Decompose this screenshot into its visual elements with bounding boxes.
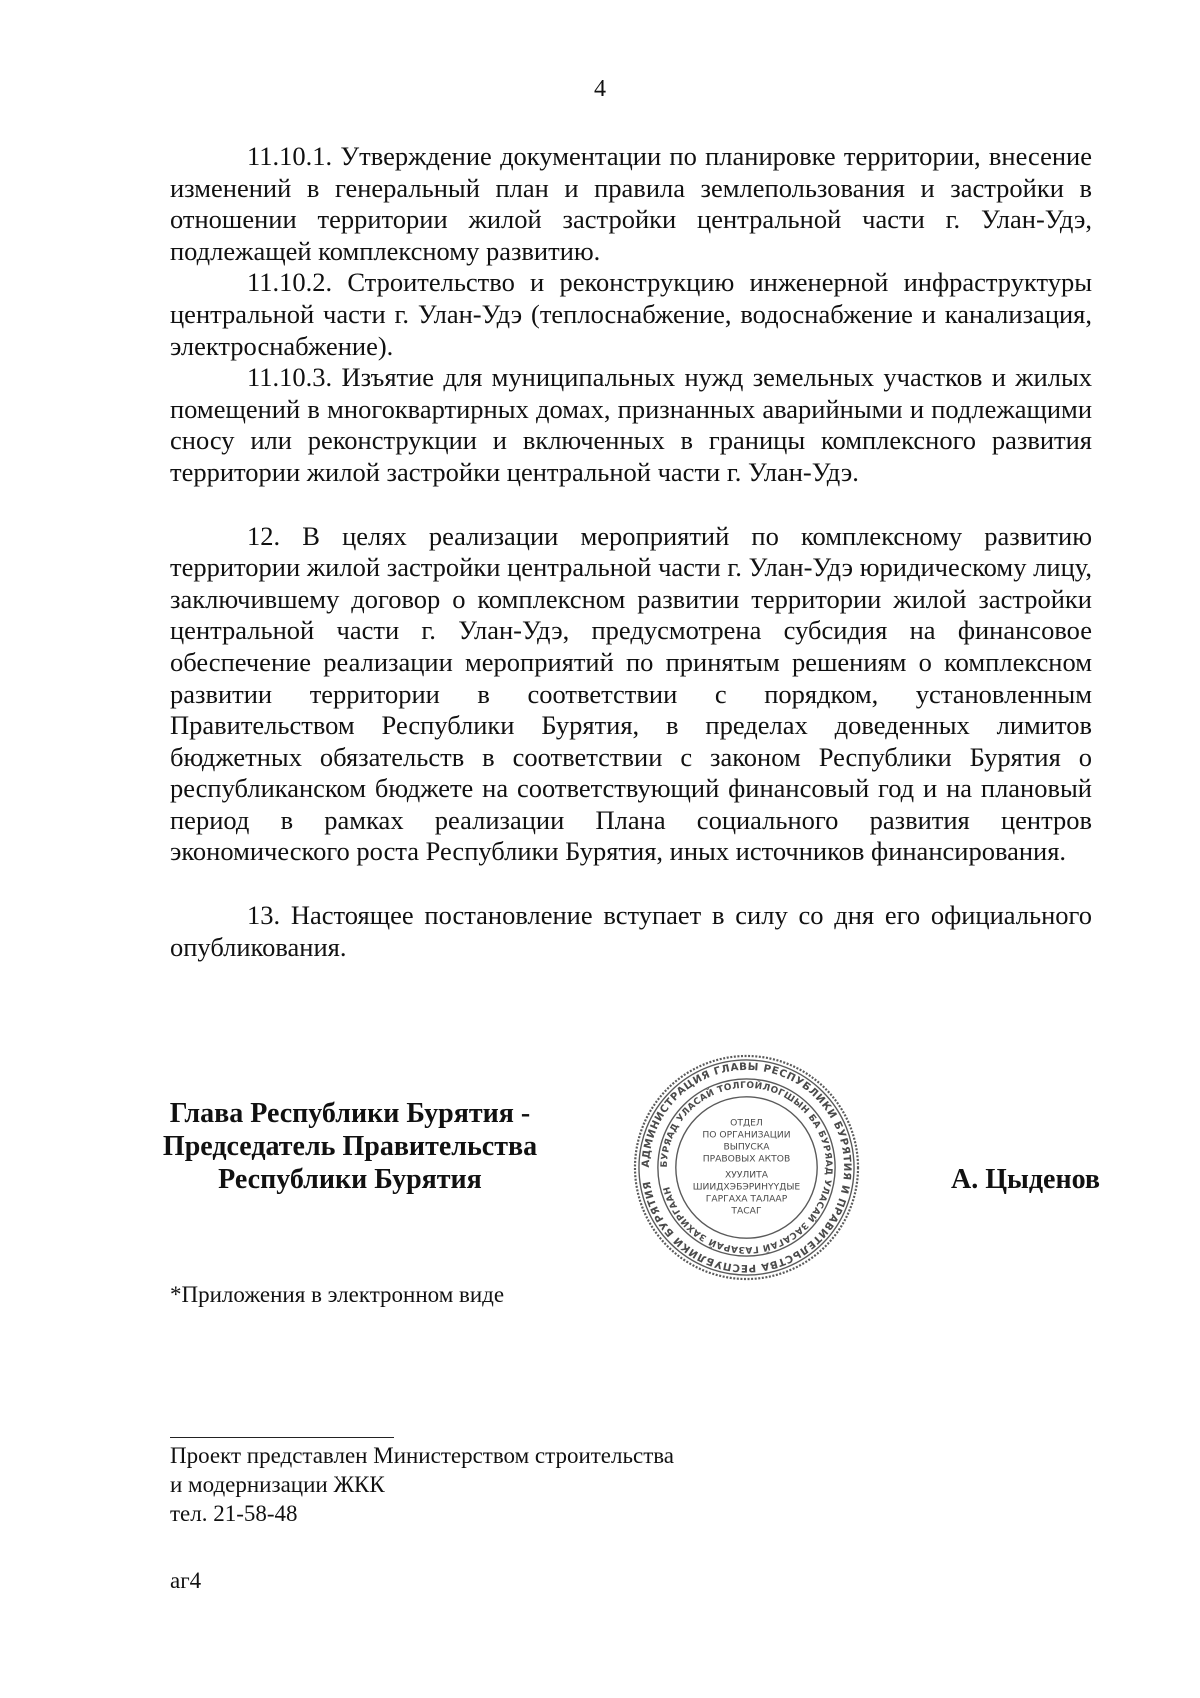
signatory-name: А. Цыденов [950, 1164, 1100, 1195]
footnote-divider [170, 1437, 394, 1438]
svg-text:БУРЯАД УЛАСАЙ ТОЛГОЙЛОГШЫН БА [660, 1079, 833, 1254]
seal-center-line: ПРАВОВЫХ АКТОВ [702, 1153, 791, 1165]
svg-text:АДМИНИСТРАЦИЯ ГЛАВЫ РЕСПУБЛИКИ [640, 1061, 853, 1274]
document-body [170, 141, 1092, 963]
seal-inner-text: БУРЯАД УЛАСАЙ ТОЛГОЙЛОГШЫН БА БУРЯАД УЛАСАЙ ЗАСАГАЙ ГАЗАРАЙ ЗАХИРГААН [659, 1080, 834, 1255]
seal-center-line: ВЫПУСКА [723, 1141, 770, 1153]
footnote [170, 1441, 674, 1528]
document-code: аг4 [170, 1568, 202, 1593]
signatory-title-line: Председатель Правительства [162, 1131, 538, 1162]
paragraph-12: 12. В целях реализации мероприятий по комплексному развитию территории жилой застройки центральной части г. Улан-Удэ юридическому лицу, заключившему договор о комплексном развитии территории жилой застройки центральной части г. Улан-Удэ, предусмотрена субсидия на финансовое обеспечение реализации мероприятий по принятым решениям о комплексном развитии территории в соответствии с порядком, установленным Правительством Республики Бурятия, в пределах доведенных лимитов бюджетных обязательств в соответствии с законом Республики Бурятия о республиканском бюджете на соответствующий финансовый год и на плановый период в рамках реализации Плана социального развития центров экономического роста Республики Бурятия, иных источников финансирования. [170, 520, 1092, 867]
appendix-note: *Приложения в электронном виде [170, 1282, 505, 1307]
footnote-line: тел. 21-58-48 [170, 1501, 298, 1526]
footnote-line: и модернизации ЖКК [170, 1472, 385, 1497]
seal-center-line: ГАРГАХА ТАЛААР [705, 1193, 788, 1205]
paragraph-13: 13. Настоящее постановление вступает в силу со дня его официального опубликования. [170, 900, 1092, 962]
signatory-title-line: Глава Республики Бурятия - [169, 1098, 531, 1129]
seal-outer-text: АДМИНИСТРАЦИЯ ГЛАВЫ РЕСПУБЛИКИ БУРЯТИЯ И ПРАВИТЕЛЬСТВА РЕСПУБЛИКИ БУРЯТИЯ [639, 1060, 854, 1275]
signatory-title [150, 1097, 550, 1196]
paragraph-11-10-3: 11.10.3. Изъятие для муниципальных нужд земельных участков и жилых помещений в многоквартирных домах, признанных аварийными и подлежащими сносу или реконструкции и включенных в границы комплексного развития территории жилой застройки центральной части г. Улан-Удэ. [170, 362, 1092, 487]
signatory-title-line: Республики Бурятия [218, 1164, 482, 1195]
seal-center-line: ХУУЛИТА [724, 1169, 769, 1181]
official-seal [632, 1053, 861, 1282]
seal-center-line: ОТДЕЛ [730, 1117, 763, 1129]
seal-center-line: ТАСАГ [731, 1205, 762, 1217]
paragraph-11-10-1: 11.10.1. Утверждение документации по планировке территории, внесение изменений в генеральный план и правила землепользования и застройки в отношении территории жилой застройки центральной части г. Улан-Удэ, подлежащей комплексному развитию. [170, 141, 1092, 266]
seal-center-line: ШИИДХЭБЭРИНҮҮДЫЕ [692, 1181, 801, 1193]
paragraph-11-10-2: 11.10.2. Строительство и реконструкцию инженерной инфраструктуры центральной части г. Улан-Удэ (теплоснабжение, водоснабжение и канализация, электроснабжение). [170, 267, 1092, 361]
seal-center-line: ПО ОРГАНИЗАЦИИ [702, 1129, 791, 1141]
footnote-line: Проект представлен Министерством строительства [170, 1443, 675, 1468]
page-number: 4 [594, 76, 606, 102]
